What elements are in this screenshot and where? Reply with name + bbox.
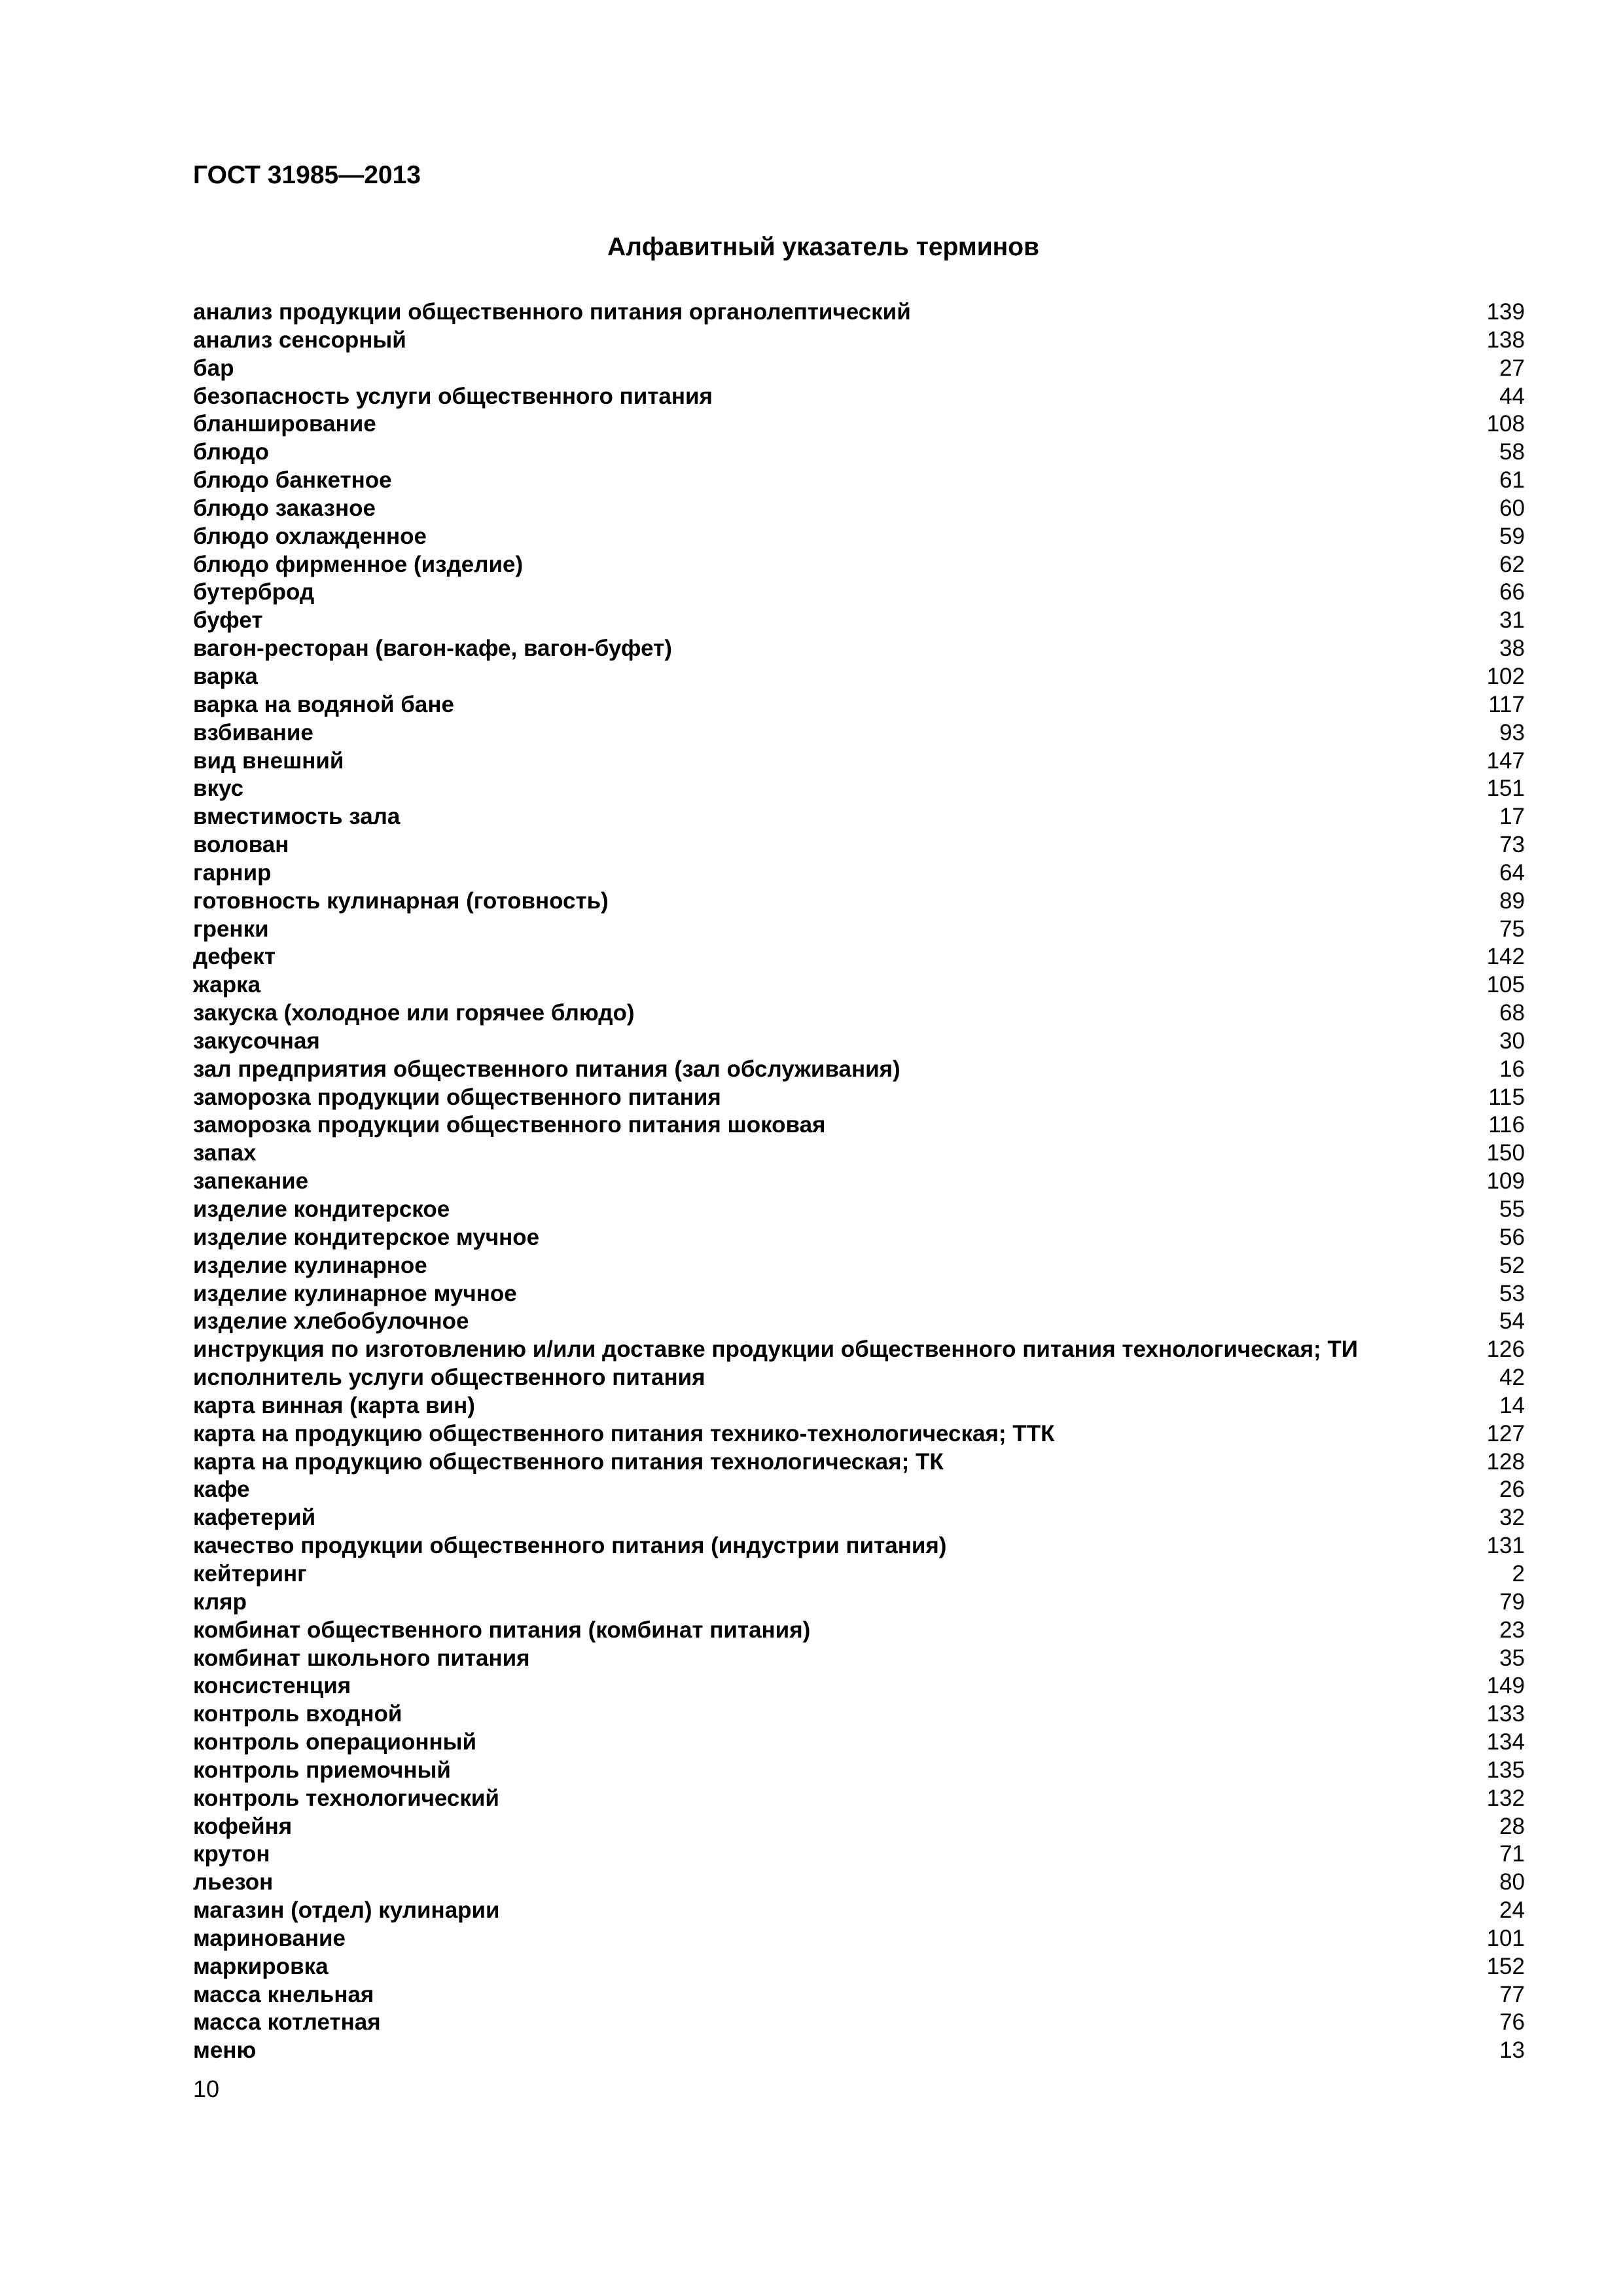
index-entry <box>193 1729 1525 1757</box>
index-entry <box>193 439 1525 467</box>
index-entry <box>193 383 1525 411</box>
index-entry-term: карта на продукцию общественного питания технологическая; ТК <box>193 1448 944 1475</box>
index-entry-number: 128 <box>1486 1448 1525 1475</box>
index-entry-number: 93 <box>1499 719 1525 745</box>
index-entry <box>193 1168 1525 1196</box>
index-entry <box>193 1617 1525 1645</box>
index-entry <box>193 663 1525 691</box>
page-number: 10 <box>193 2075 220 2102</box>
index-entry <box>193 635 1525 663</box>
index-entry-number: 30 <box>1499 1028 1525 1054</box>
index-entry <box>193 1981 1525 2009</box>
index-entry-term: магазин (отдел) кулинарии <box>193 1897 500 1924</box>
index-entry-term: карта винная (карта вин) <box>193 1392 475 1418</box>
index-entry-number: 131 <box>1486 1533 1525 1559</box>
index-entry-term: кофейня <box>193 1813 293 1839</box>
index-entry <box>193 1252 1525 1280</box>
index-entry-number: 58 <box>1499 439 1525 465</box>
index-entry-term: дефект <box>193 944 276 970</box>
index-entry-number: 102 <box>1486 663 1525 689</box>
index-entry <box>193 916 1525 944</box>
index-entry-number: 89 <box>1499 888 1525 914</box>
index-entry <box>193 1700 1525 1729</box>
index-entry-term: контроль приемочный <box>193 1757 451 1783</box>
index-entry-term: маркировка <box>193 1953 329 1979</box>
index-entry-term: комбинат общественного питания (комбинат питания) <box>193 1617 811 1643</box>
index-entry <box>193 1392 1525 1420</box>
index-entry-term: консистенция <box>193 1673 351 1699</box>
index-entry <box>193 1757 1525 1785</box>
index-entry <box>193 691 1525 719</box>
index-entry-term: крутон <box>193 1841 270 1867</box>
index-entry-term: вместимость зала <box>193 804 401 830</box>
index-entry <box>193 523 1525 551</box>
index-entry-number: 150 <box>1486 1140 1525 1166</box>
index-entry <box>193 999 1525 1028</box>
index-entry-number: 139 <box>1486 299 1525 325</box>
index-entry-number: 75 <box>1499 916 1525 942</box>
index-entry-term: запах <box>193 1140 257 1166</box>
document-code: ГОСТ 31985—2013 <box>193 161 421 189</box>
index-entry <box>193 1672 1525 1700</box>
index-entry-term: контроль операционный <box>193 1729 477 1755</box>
index-entry-term: вагон-ресторан (вагон-кафе, вагон-буфет) <box>193 636 672 662</box>
index-entry <box>193 1139 1525 1168</box>
index-entry <box>193 1476 1525 1504</box>
index-entry-number: 17 <box>1499 804 1525 830</box>
index-entry-number: 109 <box>1486 1168 1525 1194</box>
index-entry <box>193 1532 1525 1560</box>
index-entry-term: вид внешний <box>193 747 344 774</box>
index-entry-number: 60 <box>1499 495 1525 521</box>
index-entry-number: 14 <box>1499 1392 1525 1418</box>
index-entry-number: 38 <box>1499 636 1525 662</box>
index-entry-term: изделие кулинарное мучное <box>193 1280 517 1306</box>
index-entry-term: масса котлетная <box>193 2009 381 2036</box>
index-entry-term: жарка <box>193 972 261 998</box>
index-entry-term: блюдо фирменное (изделие) <box>193 551 524 577</box>
index-entry-term: кафе <box>193 1477 250 1503</box>
index-entry <box>193 719 1525 747</box>
index-entry-number: 62 <box>1499 551 1525 577</box>
index-entry <box>193 1028 1525 1056</box>
index-entry <box>193 775 1525 803</box>
index-title: Алфавитный указатель терминов <box>607 233 1040 261</box>
index-entry-term: инструкция по изготовлению и/или доставке продукции общественного питания технологическая; ТИ <box>193 1336 1358 1363</box>
index-entry-number: 31 <box>1499 607 1525 634</box>
index-entry <box>193 1869 1525 1897</box>
index-entry <box>193 1280 1525 1308</box>
index-entry-term: кляр <box>193 1588 247 1615</box>
index-entry-term: маринование <box>193 1925 346 1951</box>
index-entry-number: 117 <box>1488 691 1525 717</box>
index-entry-number: 147 <box>1486 747 1525 774</box>
index-entry-number: 26 <box>1499 1477 1525 1503</box>
index-entry-number: 32 <box>1499 1505 1525 1531</box>
index-entry-number: 101 <box>1486 1925 1525 1951</box>
index-entry <box>193 747 1525 776</box>
index-entry <box>193 1084 1525 1112</box>
index-entry-term: зал предприятия общественного питания (зал обслуживания) <box>193 1056 901 1082</box>
index-entry-number: 79 <box>1499 1588 1525 1615</box>
index-entry-number: 23 <box>1499 1617 1525 1643</box>
index-entry <box>193 831 1525 859</box>
index-entry-term: варка <box>193 663 258 689</box>
index-entry <box>193 1588 1525 1617</box>
index-entry-number: 66 <box>1499 579 1525 605</box>
index-entry-number: 108 <box>1486 411 1525 437</box>
index-entry-term: закусочная <box>193 1028 320 1054</box>
index-entry-term: изделие хлебобулочное <box>193 1308 469 1335</box>
index-entry-term: заморозка продукции общественного питания шоковая <box>193 1112 826 1138</box>
index-entry-term: комбинат школьного питания <box>193 1645 530 1671</box>
index-entry <box>193 1897 1525 1925</box>
index-entry <box>193 551 1525 579</box>
index-entry-number: 133 <box>1486 1701 1525 1727</box>
index-entry <box>193 888 1525 916</box>
index-entry-term: бланширование <box>193 411 376 437</box>
index-entry-number: 116 <box>1488 1112 1525 1138</box>
index-entry-term: готовность кулинарная (готовность) <box>193 888 609 914</box>
index-entry-number: 71 <box>1499 1841 1525 1867</box>
index-entry-term: блюдо банкетное <box>193 467 392 493</box>
index-entry <box>193 1785 1525 1813</box>
index-entry-term: гарнир <box>193 859 272 886</box>
index-entry-number: 64 <box>1499 859 1525 886</box>
index-entry-term: карта на продукцию общественного питания технико-технологическая; ТТК <box>193 1420 1055 1446</box>
index-entry <box>193 1840 1525 1869</box>
index-entry-number: 105 <box>1486 972 1525 998</box>
index-entry <box>193 1111 1525 1139</box>
index-entry <box>193 1224 1525 1252</box>
index-entry-number: 115 <box>1488 1084 1525 1110</box>
index-entry-number: 80 <box>1499 1869 1525 1895</box>
index-entry-number: 52 <box>1499 1252 1525 1278</box>
index-entry-term: масса кнельная <box>193 1981 374 2007</box>
index-entry-term: заморозка продукции общественного питания <box>193 1084 721 1110</box>
index-entry <box>193 495 1525 523</box>
index-entry-number: 61 <box>1499 467 1525 493</box>
index-entry-term: волован <box>193 832 289 858</box>
index-entry <box>193 1925 1525 1953</box>
index-entry-term: блюдо заказное <box>193 495 376 521</box>
index-entry <box>193 1308 1525 1336</box>
index-entry-number: 142 <box>1486 944 1525 970</box>
index-entry <box>193 1645 1525 1673</box>
index-entry-number: 24 <box>1499 1897 1525 1924</box>
index-entry-term: блюдо охлажденное <box>193 523 427 549</box>
index-entry-term: гренки <box>193 916 269 942</box>
index-entry-term: бар <box>193 355 234 381</box>
index-entry-term: блюдо <box>193 439 270 465</box>
index-entry-term: анализ продукции общественного питания органолептический <box>193 299 911 325</box>
index-entry-number: 2 <box>1512 1560 1525 1587</box>
index-entry-number: 16 <box>1499 1056 1525 1082</box>
index-entry-term: меню <box>193 2037 257 2064</box>
index-entry <box>193 803 1525 831</box>
index-entry-term: безопасность услуги общественного питания <box>193 383 713 409</box>
index-entry-number: 127 <box>1486 1420 1525 1446</box>
index-entry <box>193 355 1525 383</box>
index-entry-number: 149 <box>1486 1673 1525 1699</box>
index-entry-term: контроль входной <box>193 1701 402 1727</box>
index-entry-number: 134 <box>1486 1729 1525 1755</box>
index-entry-term: кейтеринг <box>193 1560 307 1587</box>
index-entry <box>193 1813 1525 1841</box>
index-entry-number: 151 <box>1486 776 1525 802</box>
index-entry-number: 28 <box>1499 1813 1525 1839</box>
index-entry <box>193 1196 1525 1224</box>
index-entry-number: 42 <box>1499 1365 1525 1391</box>
index-entry <box>193 327 1525 355</box>
index-entry-number: 55 <box>1499 1196 1525 1222</box>
index-entry-number: 152 <box>1486 1953 1525 1979</box>
index-entry <box>193 410 1525 439</box>
index-entry <box>193 1504 1525 1532</box>
index-entry-term: льезон <box>193 1869 274 1895</box>
index-entry-term: контроль технологический <box>193 1785 499 1811</box>
index-entry <box>193 467 1525 495</box>
index-entry <box>193 298 1525 327</box>
index-entry-term: взбивание <box>193 719 313 745</box>
index-entry-number: 77 <box>1499 1981 1525 2007</box>
index-entry-term: вкус <box>193 776 244 802</box>
index-entry-term: изделие кондитерское <box>193 1196 450 1222</box>
index-entry-term: запекание <box>193 1168 309 1194</box>
index-entry <box>193 2009 1525 2037</box>
index-entry-term: варка на водяной бане <box>193 691 454 717</box>
index-entry-number: 132 <box>1486 1785 1525 1811</box>
index-entry <box>193 943 1525 971</box>
index-entry-number: 138 <box>1486 327 1525 353</box>
index-entry-number: 53 <box>1499 1280 1525 1306</box>
index-entry <box>193 1364 1525 1392</box>
index-entry-term: буфет <box>193 607 263 634</box>
index-entry-number: 68 <box>1499 1000 1525 1026</box>
index-entry-term: качество продукции общественного питания (индустрии питания) <box>193 1533 947 1559</box>
index-entry <box>193 1560 1525 1588</box>
index-entry-number: 73 <box>1499 832 1525 858</box>
index-entry-term: бутерброд <box>193 579 315 605</box>
index-entry-number: 35 <box>1499 1645 1525 1671</box>
index-entry <box>193 859 1525 888</box>
index-entry-number: 126 <box>1486 1336 1525 1363</box>
index-entry <box>193 1953 1525 1981</box>
index-entry-number: 59 <box>1499 523 1525 549</box>
index-entry <box>193 1056 1525 1084</box>
index-entry-term: анализ сенсорный <box>193 327 406 353</box>
index-entry <box>193 2037 1525 2065</box>
index-entry <box>193 1336 1525 1364</box>
index-entry-term: кафетерий <box>193 1505 316 1531</box>
term-index-list <box>193 298 1525 2065</box>
index-entry-number: 54 <box>1499 1308 1525 1335</box>
index-entry-number: 56 <box>1499 1224 1525 1250</box>
index-entry <box>193 1420 1525 1448</box>
index-entry-term: изделие кондитерское мучное <box>193 1224 540 1250</box>
index-entry-number: 13 <box>1499 2037 1525 2064</box>
index-entry-number: 44 <box>1499 383 1525 409</box>
index-entry <box>193 579 1525 607</box>
index-entry <box>193 607 1525 635</box>
index-entry <box>193 971 1525 999</box>
index-entry-number: 27 <box>1499 355 1525 381</box>
index-entry-term: изделие кулинарное <box>193 1252 427 1278</box>
index-entry-term: закуска (холодное или горячее блюдо) <box>193 1000 635 1026</box>
index-entry-number: 135 <box>1486 1757 1525 1783</box>
index-entry-number: 76 <box>1499 2009 1525 2036</box>
index-entry <box>193 1448 1525 1477</box>
index-entry-term: исполнитель услуги общественного питания <box>193 1365 705 1391</box>
